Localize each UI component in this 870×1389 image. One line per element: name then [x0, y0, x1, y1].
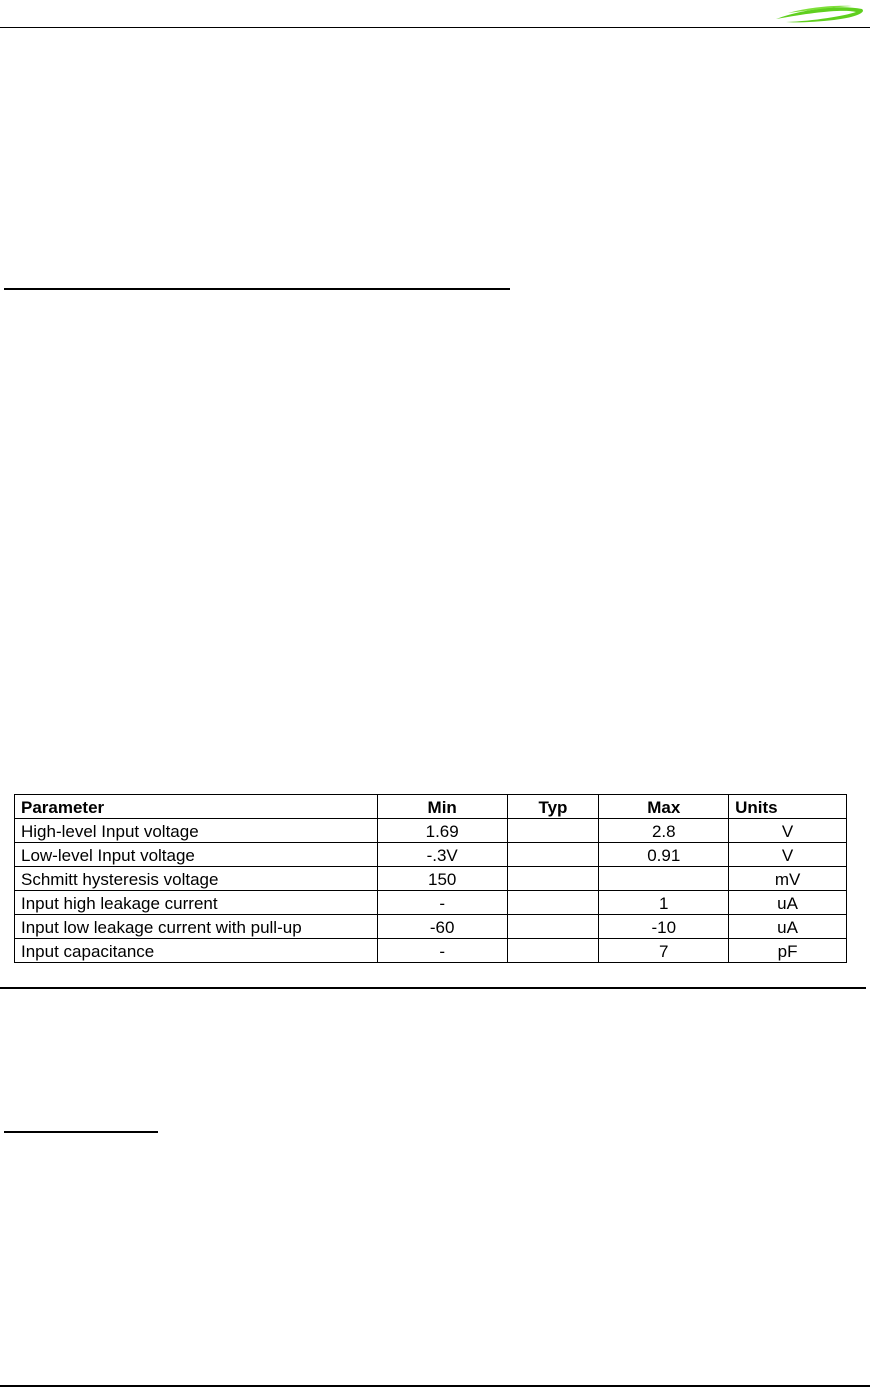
cell-units: V [729, 843, 847, 867]
table-row [15, 819, 847, 843]
cell-min: - [377, 939, 507, 963]
cell-min: 150 [377, 867, 507, 891]
cell-typ [507, 915, 599, 939]
table-row [15, 939, 847, 963]
table-row [15, 843, 847, 867]
header-units: Units [729, 795, 847, 819]
section-divider-rule [0, 987, 866, 989]
cell-min: -60 [377, 915, 507, 939]
cell-units: V [729, 819, 847, 843]
cell-parameter: Input high leakage current [15, 891, 378, 915]
cell-min: -.3V [377, 843, 507, 867]
cell-units: mV [729, 867, 847, 891]
cell-units: uA [729, 891, 847, 915]
swoosh-logo-icon [774, 0, 866, 26]
cell-max: -10 [599, 915, 729, 939]
cell-units: uA [729, 915, 847, 939]
cell-parameter: Input low leakage current with pull-up [15, 915, 378, 939]
electrical-spec-table [14, 794, 847, 963]
table-row [15, 891, 847, 915]
footer-rule [0, 1385, 870, 1387]
table-row [15, 867, 847, 891]
header-min: Min [377, 795, 507, 819]
header-parameter: Parameter [15, 795, 378, 819]
cell-parameter: High-level Input voltage [15, 819, 378, 843]
cell-typ [507, 867, 599, 891]
cell-typ [507, 843, 599, 867]
cell-min: 1.69 [377, 819, 507, 843]
header-max: Max [599, 795, 729, 819]
table-row [15, 915, 847, 939]
section-heading-underline [4, 1131, 158, 1133]
section-heading-underline [4, 288, 510, 290]
header-rule [0, 27, 870, 28]
cell-typ [507, 819, 599, 843]
cell-parameter: Input capacitance [15, 939, 378, 963]
header-typ: Typ [507, 795, 599, 819]
cell-parameter: Low-level Input voltage [15, 843, 378, 867]
cell-max: 0.91 [599, 843, 729, 867]
cell-typ [507, 891, 599, 915]
cell-max: 2.8 [599, 819, 729, 843]
table-header-row [15, 795, 847, 819]
cell-max: 1 [599, 891, 729, 915]
cell-min: - [377, 891, 507, 915]
cell-typ [507, 939, 599, 963]
cell-max [599, 867, 729, 891]
cell-parameter: Schmitt hysteresis voltage [15, 867, 378, 891]
cell-units: pF [729, 939, 847, 963]
cell-max: 7 [599, 939, 729, 963]
